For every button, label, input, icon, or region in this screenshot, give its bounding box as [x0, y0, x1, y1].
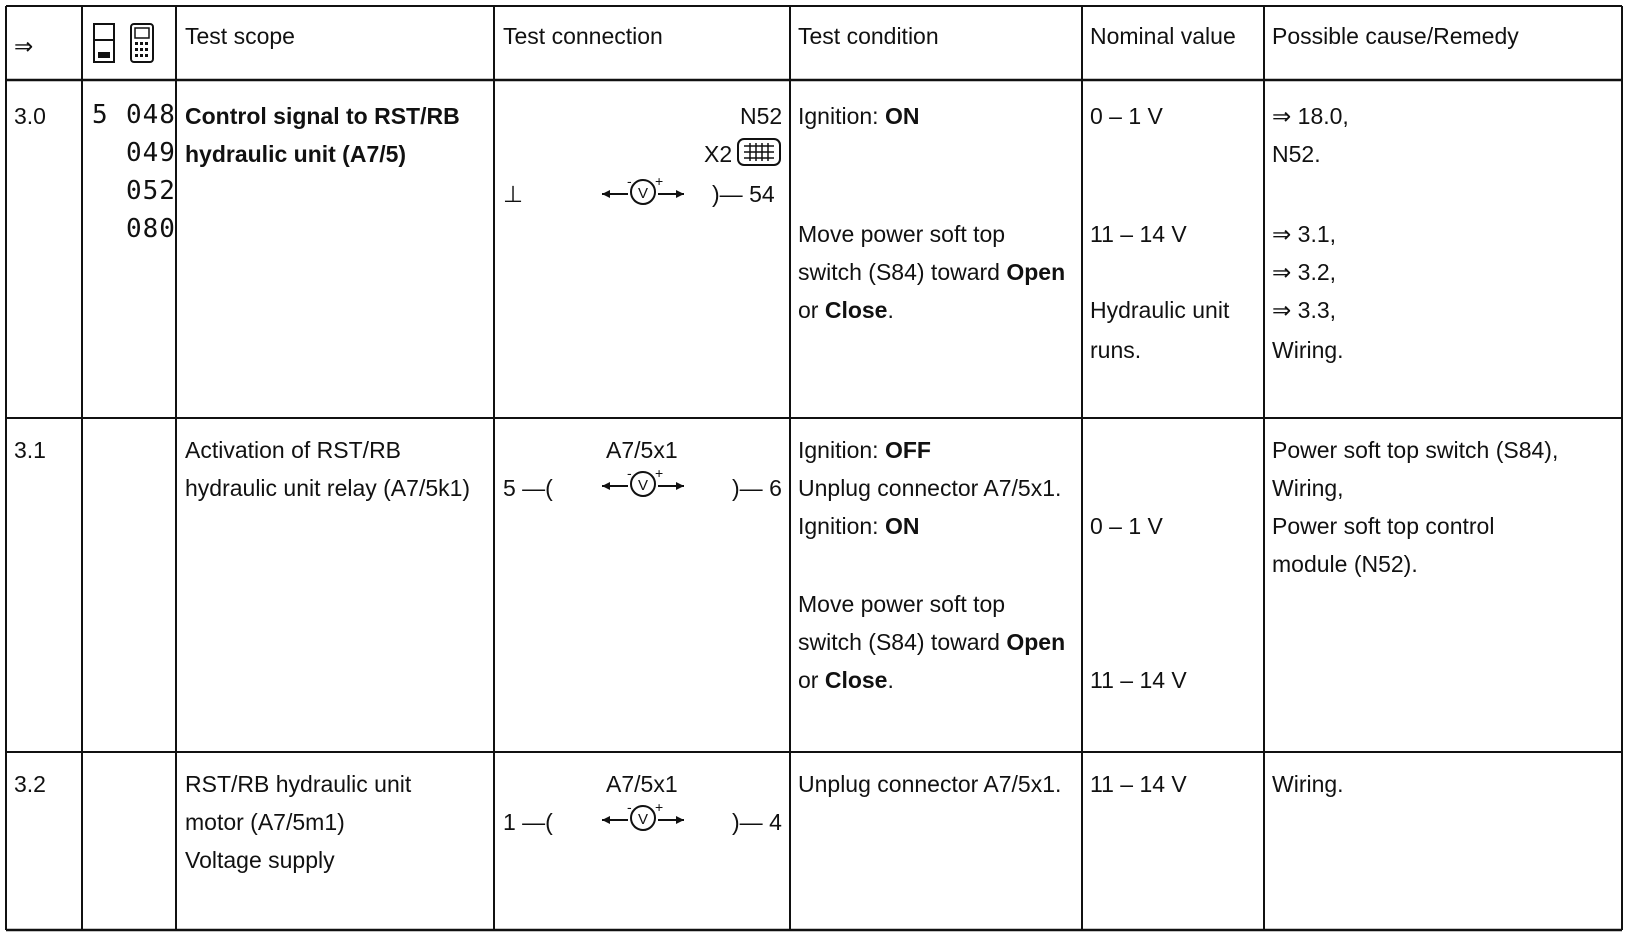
nominal-value: 0 – 1 V: [1090, 103, 1163, 129]
header-test-condition: Test condition: [798, 23, 939, 49]
svg-text:+: +: [655, 466, 664, 481]
nominal-value: Hydraulic unit: [1090, 297, 1230, 323]
hand-tester-icon: [92, 22, 116, 64]
svg-text:-: -: [627, 466, 632, 481]
remedy-line: Power soft top control: [1272, 513, 1495, 539]
header-nominal-value: Nominal value: [1090, 23, 1236, 49]
voltmeter-icon: [600, 466, 686, 502]
remedy-line: module (N52).: [1272, 551, 1418, 577]
remedy-line: ⇒ 3.2,: [1272, 259, 1337, 285]
condition-line: Ignition: ON: [798, 103, 920, 129]
component-label: A7/5x1: [606, 771, 678, 797]
connector-block-icon: [736, 137, 782, 167]
nominal-value: 11 – 14 V: [1090, 771, 1187, 797]
condition-line: switch (S84) toward Open: [798, 259, 1066, 285]
component-label: N52: [740, 103, 783, 129]
nominal-value: 0 – 1 V: [1090, 513, 1163, 539]
step-number: 3.2: [14, 771, 46, 797]
svg-text:V: V: [637, 477, 649, 494]
remedy-line: ⇒ 3.1,: [1272, 221, 1337, 247]
test-scope-line: motor (A7/5m1): [185, 809, 345, 835]
nominal-value: 11 – 14 V: [1090, 667, 1187, 693]
ground-symbol: ⊥: [503, 181, 524, 207]
voltmeter-icon: [600, 174, 686, 210]
fault-code: 080: [126, 214, 176, 244]
remedy-line: Wiring.: [1272, 771, 1344, 797]
condition-line: Ignition: OFF: [798, 437, 931, 463]
condition-line: Move power soft top: [798, 591, 1006, 617]
voltmeter-icon: [600, 800, 686, 836]
svg-text:+: +: [655, 800, 664, 815]
header-test-scope: Test scope: [185, 23, 295, 49]
condition-line: or Close.: [798, 297, 894, 323]
pin-right: )— 54: [712, 181, 775, 207]
code-prefix: 5: [92, 100, 109, 130]
svg-text:V: V: [637, 185, 649, 202]
header-test-connection: Test connection: [503, 23, 663, 49]
remedy-line: Wiring.: [1272, 337, 1344, 363]
test-scope-line: hydraulic unit relay (A7/5k1): [185, 475, 471, 501]
remedy-line: N52.: [1272, 141, 1321, 167]
condition-line: or Close.: [798, 667, 894, 693]
fault-code: 048: [126, 100, 176, 130]
svg-text:+: +: [655, 174, 664, 189]
remedy-line: Power soft top switch (S84),: [1272, 437, 1559, 463]
condition-line: Unplug connector A7/5x1.: [798, 771, 1062, 797]
condition-line: switch (S84) toward Open: [798, 629, 1066, 655]
connector-label: X2: [704, 141, 733, 167]
step-number: 3.0: [14, 103, 46, 129]
pin-right: )— 6: [732, 475, 782, 501]
condition-line: Ignition: ON: [798, 513, 920, 539]
pin-left: 5 —(: [503, 475, 553, 501]
diagnostic-tester-icon: [128, 22, 156, 64]
svg-text:-: -: [627, 800, 632, 815]
header-possible-cause: Possible cause/Remedy: [1272, 23, 1519, 49]
test-scope-line: RST/RB hydraulic unit: [185, 771, 412, 797]
remedy-line: ⇒ 18.0,: [1272, 103, 1349, 129]
test-scope-line: Control signal to RST/RB: [185, 103, 460, 129]
pin-right: )— 4: [732, 809, 782, 835]
nominal-value: runs.: [1090, 337, 1142, 363]
remedy-line: Wiring,: [1272, 475, 1344, 501]
component-label: A7/5x1: [606, 437, 678, 463]
condition-line: Move power soft top: [798, 221, 1006, 247]
svg-text:-: -: [627, 174, 632, 189]
step-number: 3.1: [14, 437, 46, 463]
fault-code: 052: [126, 176, 176, 206]
fault-code: 049: [126, 138, 176, 168]
test-scope-line: hydraulic unit (A7/5): [185, 141, 407, 167]
pin-left: 1 —(: [503, 809, 553, 835]
remedy-line: ⇒ 3.3,: [1272, 297, 1337, 323]
test-scope-line: Activation of RST/RB: [185, 437, 402, 463]
svg-text:V: V: [637, 811, 649, 828]
header-arrow: ⇒: [14, 33, 34, 59]
test-scope-line: Voltage supply: [185, 847, 335, 873]
nominal-value: 11 – 14 V: [1090, 221, 1187, 247]
condition-line: Unplug connector A7/5x1.: [798, 475, 1062, 501]
